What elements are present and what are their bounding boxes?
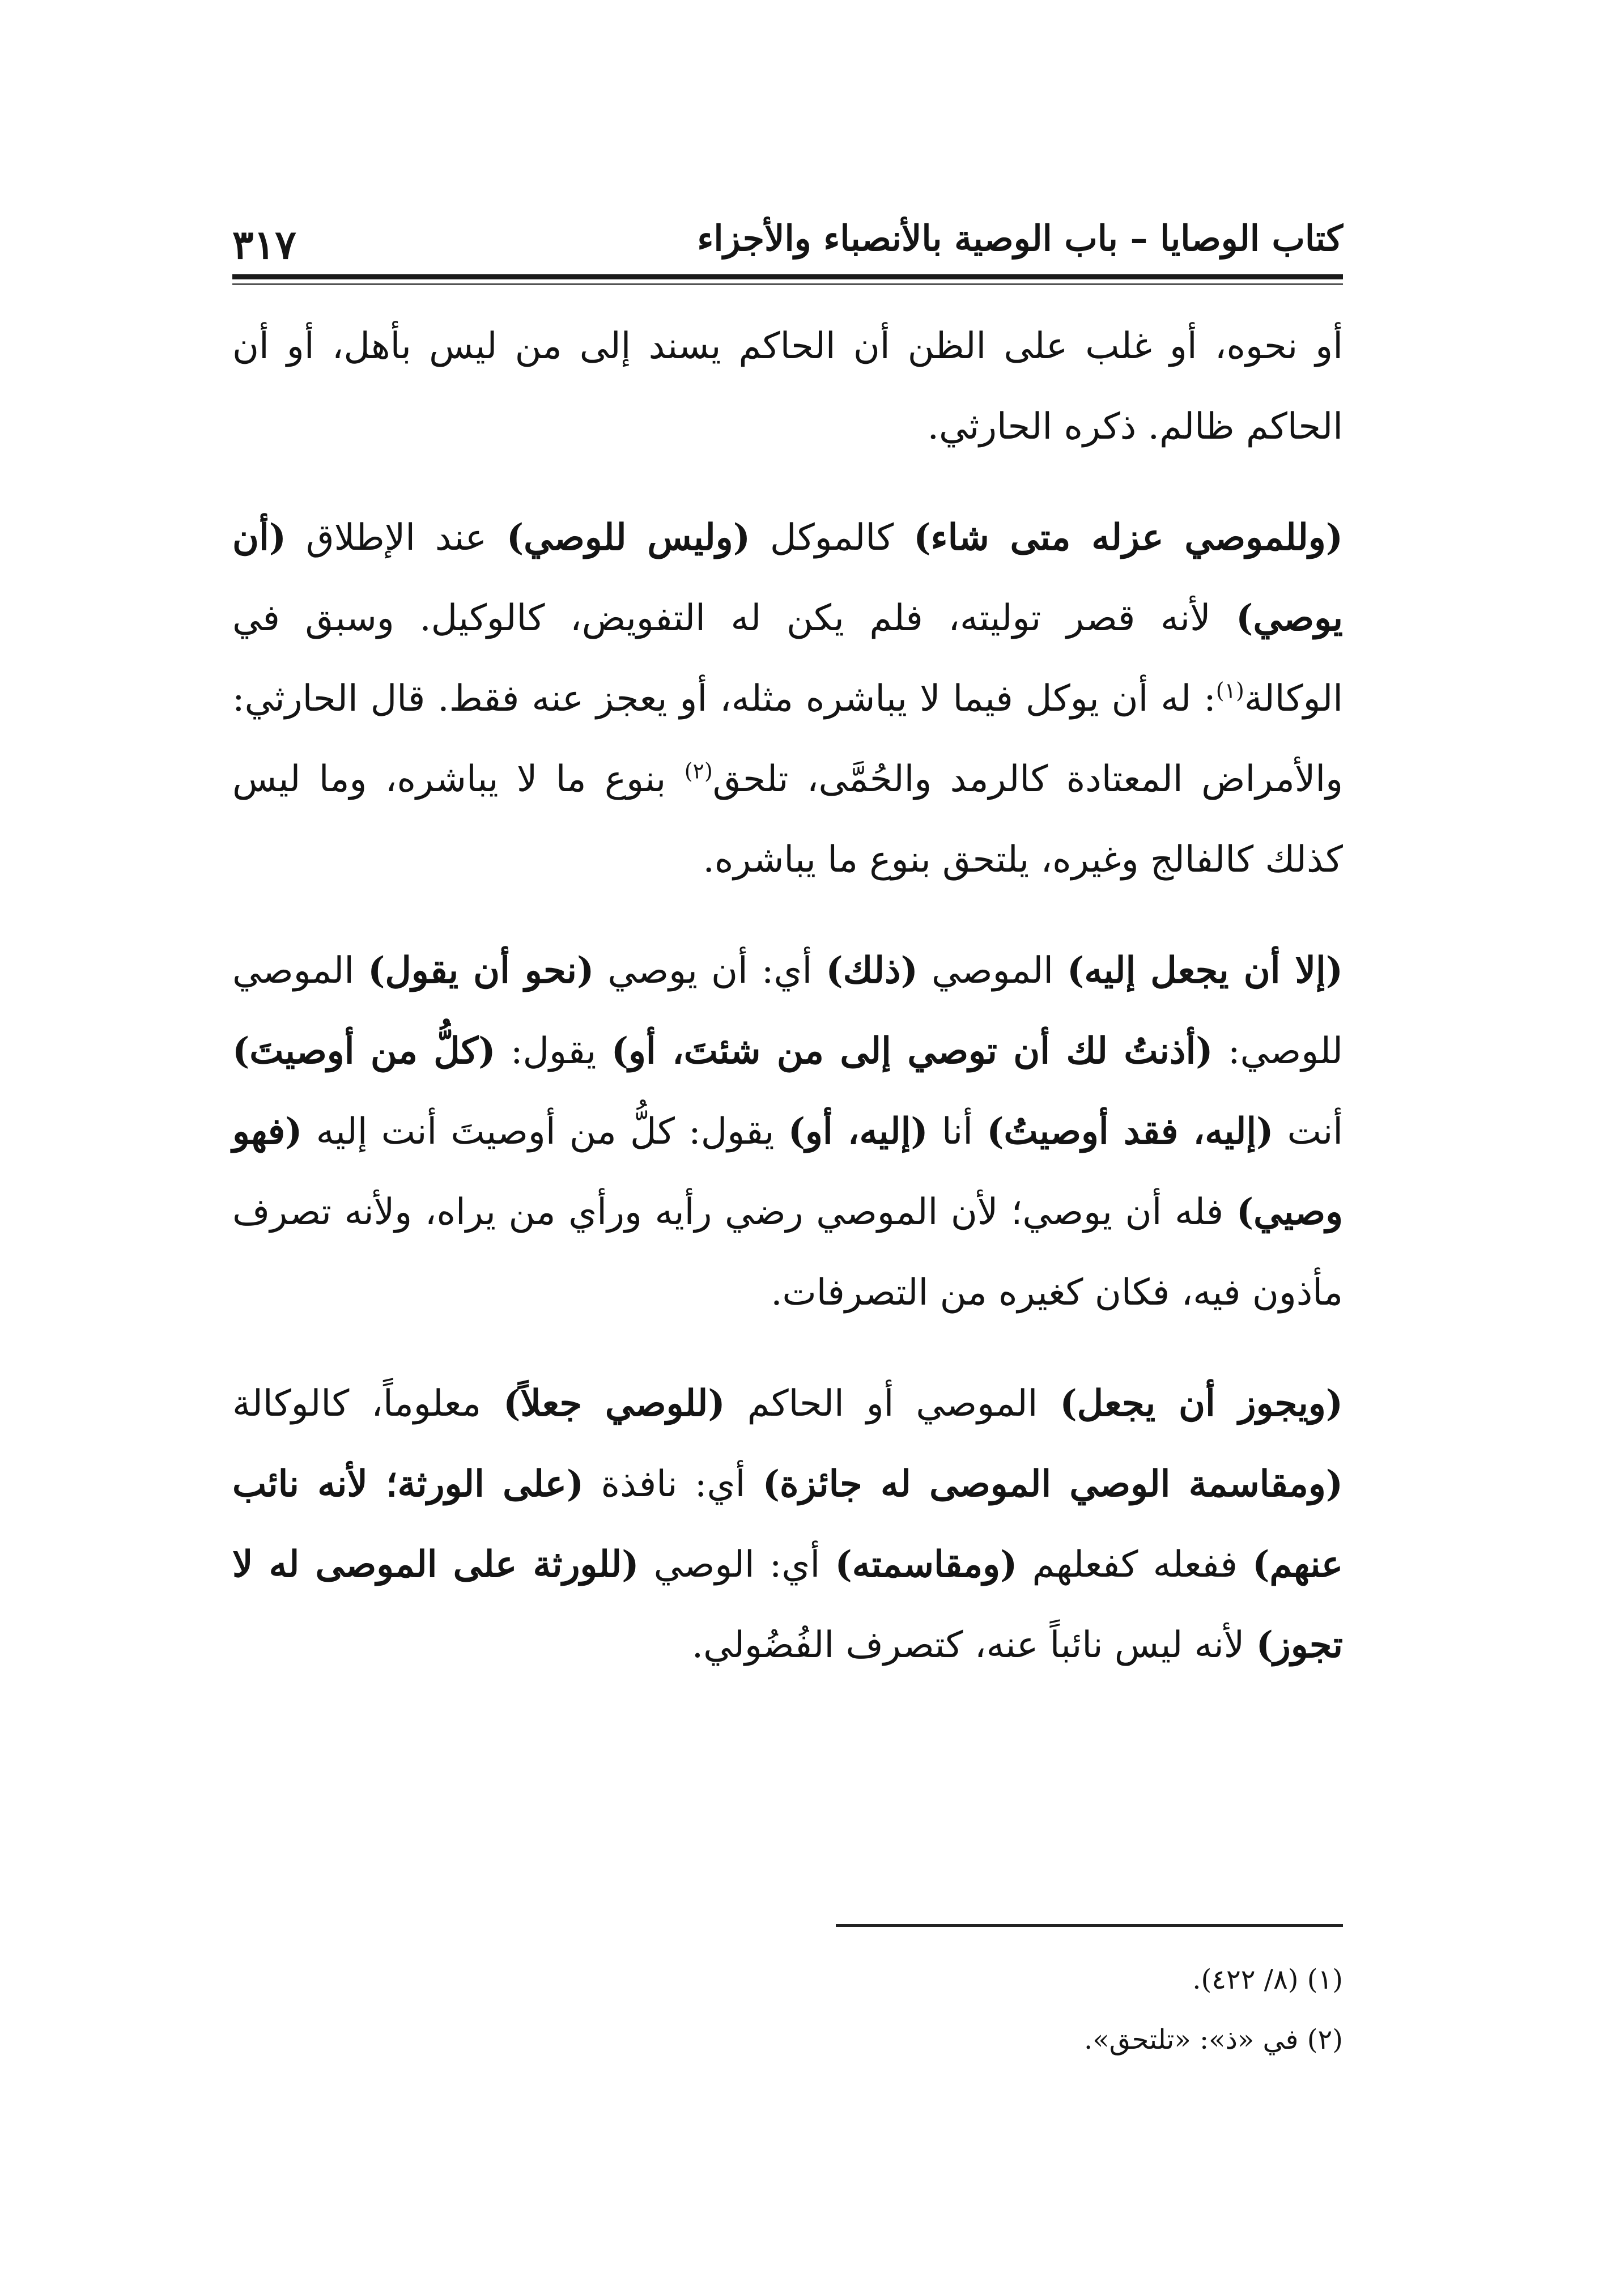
text-run: بنوع ما لا يباشره، وما ليس كذلك كالفالج وغيره، يلتحق بنوع ما يباشره. — [232, 758, 1343, 881]
running-title: كتاب الوصايا – باب الوصية بالأنصباء والأجزاء — [697, 218, 1343, 259]
text-run: أنت — [1273, 1111, 1344, 1153]
text-run: أو نحوه، أو غلب على الظن أن الحاكم يسند إلى من ليس بأهل، أو أن الحاكم ظالم. ذكره الحارثي. — [232, 325, 1343, 448]
text-run: لأنه ليس نائباً عنه، كتصرف الفُضُولي. — [691, 1624, 1256, 1666]
matn-run: (فهو وصيي) — [232, 1110, 1343, 1233]
paragraph-3 — [232, 931, 1343, 1333]
text-run: أي: نافذة — [584, 1463, 763, 1505]
text-run: الموصي للوصي: — [232, 950, 1344, 1072]
header-rule-thin — [232, 283, 1343, 285]
matn-run: (أن يوصي) — [232, 516, 1343, 639]
text-run: أي: أن يوصي — [594, 950, 826, 992]
text-run: كالموكل — [750, 517, 914, 559]
text-run: أنا — [928, 1111, 987, 1153]
footnote-marker-2: (٢) — [684, 758, 713, 784]
text-run: يقول: كلُّ من أوصيتَ أنت إليه — [302, 1111, 788, 1153]
text-run: ففعله كفعلهم — [1017, 1544, 1253, 1586]
matn-run: (إلا أن يجعل إليه) — [1067, 949, 1344, 992]
text-run: يقول: — [495, 1030, 611, 1072]
text-run: أي: الوصي — [639, 1544, 835, 1586]
text-run: الموصي — [917, 950, 1068, 992]
footnote-separator — [836, 1924, 1343, 1927]
matn-run: (إليه، فقد أوصيتُ) — [987, 1110, 1274, 1153]
matn-run: (للوصي جعلاً) — [503, 1382, 725, 1425]
matn-run: (وليس للوصي) — [506, 516, 750, 559]
footnote-2: (٢) في «ذ»: «تلتحق». — [1084, 2024, 1343, 2056]
header-rule — [232, 274, 1343, 279]
matn-run: (على الورثة؛ لأنه نائب عنهم) — [232, 1463, 1343, 1586]
footnotes — [232, 1950, 1343, 2070]
matn-run: (ويجوز أن يجعل) — [1060, 1382, 1343, 1425]
text-run: : له أن يوكل فيما لا يباشره مثله، أو يعجز عنه فقط. قال الحارثي: والأمراض المعتادة كالرمد والحُمَّى، تلحق — [232, 678, 1344, 800]
page-number: ٣١٧ — [232, 221, 296, 268]
text-run: الموصي أو الحاكم — [725, 1383, 1060, 1425]
text-run: لأنه قصر توليته، فلم يكن له التفويض، كالوكيل. وسبق في الوكالة — [232, 597, 1343, 720]
text-run: فله أن يوصي؛ لأن الموصي رضي رأيه ورأي من يراه، ولأنه تصرف مأذون فيه، فكان كغيره من التصرفات. — [232, 1191, 1343, 1314]
page-header — [232, 210, 1343, 278]
matn-run: (ذلك) — [826, 949, 918, 992]
matn-run: (كلُّ من أوصيتَ) — [232, 1030, 496, 1072]
paragraph-2 — [232, 498, 1343, 900]
paragraph-4 — [232, 1364, 1343, 1685]
footnote-marker-1: (١) — [1215, 678, 1244, 703]
matn-run: (أذنتُ لك أن توصي إلى من شئتَ، أو) — [611, 1030, 1213, 1072]
matn-run: (وللموصي عزله متى شاء) — [913, 516, 1343, 559]
main-text — [232, 306, 1343, 1716]
matn-run: (إليه، أو) — [788, 1110, 928, 1153]
paragraph-1 — [232, 306, 1343, 467]
matn-run: (للورثة على الموصى له لا تجوز) — [232, 1543, 1343, 1666]
matn-run: (ومقاسمة الوصي الموصى له جائزة) — [762, 1463, 1344, 1505]
footnote-1: (١) (٨/ ٤٢٢). — [1192, 1964, 1343, 1995]
text-run: معلوماً، كالوكالة — [232, 1383, 504, 1425]
matn-run: (ومقاسمته) — [835, 1543, 1018, 1586]
matn-run: (نحو أن يقول) — [368, 949, 594, 992]
text-run: عند الإطلاق — [286, 517, 507, 559]
